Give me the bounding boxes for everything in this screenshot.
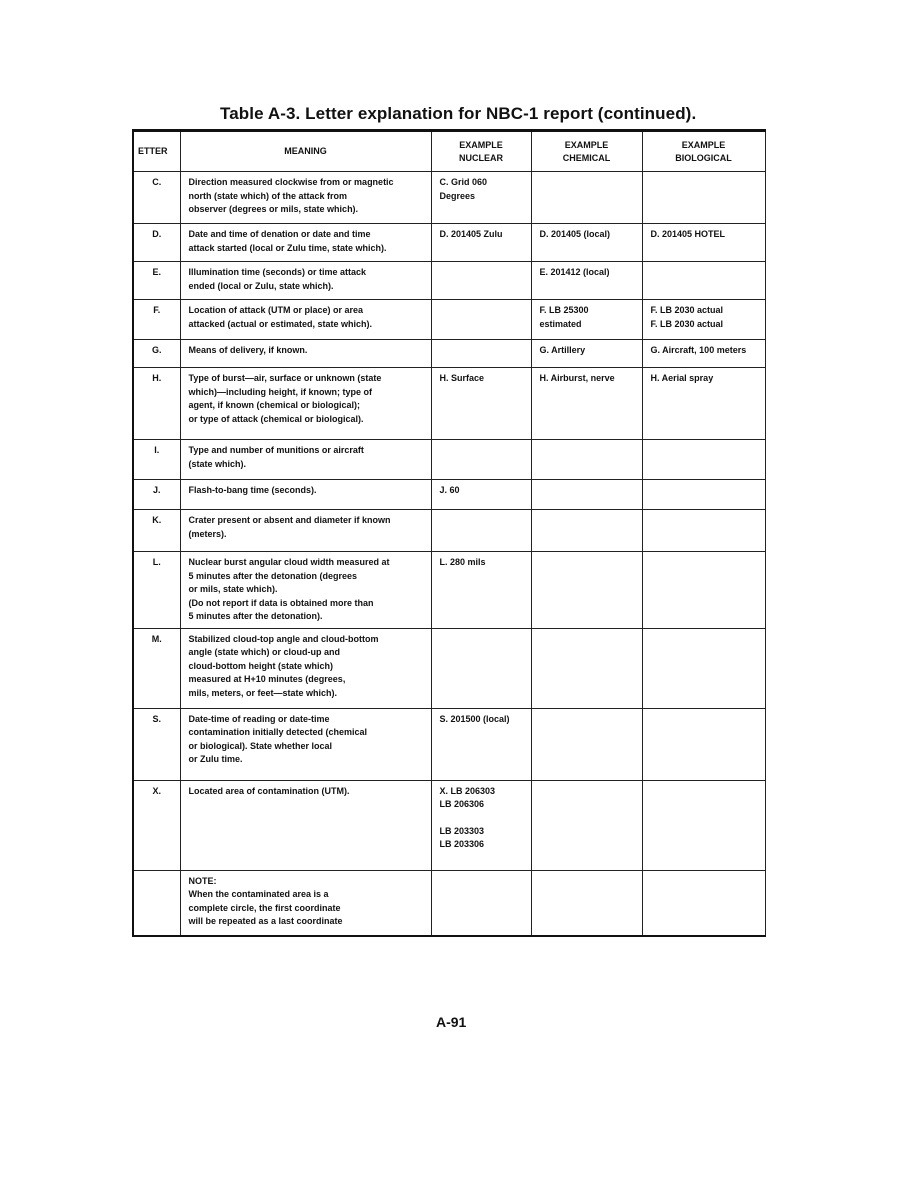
meaning-line: or Zulu time. bbox=[188, 754, 243, 764]
cell-nuclear bbox=[431, 628, 531, 708]
cell-nuclear bbox=[431, 780, 531, 870]
meaning-line: observer (degrees or mils, state which). bbox=[188, 204, 359, 214]
nuclear-line: J. 60 bbox=[439, 485, 460, 495]
row-letter: S. bbox=[133, 708, 180, 780]
cell-nuclear bbox=[431, 262, 531, 300]
table-row bbox=[133, 262, 765, 300]
row-letter: M. bbox=[133, 628, 180, 708]
nuclear-line: LB 203303 bbox=[439, 825, 485, 836]
row-letter: C. bbox=[133, 172, 180, 224]
cell-meaning bbox=[180, 300, 431, 340]
cell-biological bbox=[642, 262, 765, 300]
cell-nuclear bbox=[431, 340, 531, 368]
meaning-line: (state which). bbox=[188, 458, 247, 469]
meaning-line: (meters). bbox=[188, 528, 227, 539]
table-row bbox=[133, 628, 765, 708]
chemical-line: D. 201405 (local) bbox=[539, 229, 611, 239]
biological-line: D. 201405 HOTEL bbox=[650, 229, 726, 239]
biological-line: F. LB 2030 actual bbox=[650, 305, 724, 315]
row-letter: E. bbox=[133, 262, 180, 300]
table-row bbox=[133, 870, 765, 936]
cell-biological bbox=[642, 510, 765, 552]
meaning-line: 5 minutes after the detonation (degrees bbox=[188, 570, 358, 581]
nuclear-line: C. Grid 060 bbox=[439, 177, 488, 187]
chemical-line: G. Artillery bbox=[539, 345, 586, 355]
row-letter: L. bbox=[133, 552, 180, 629]
cell-meaning bbox=[180, 224, 431, 262]
header-line: EXAMPLE bbox=[681, 139, 726, 150]
cell-chemical bbox=[531, 340, 642, 368]
table-row bbox=[133, 510, 765, 552]
table-row bbox=[133, 224, 765, 262]
chemical-line: E. 201412 (local) bbox=[539, 267, 610, 277]
table-row bbox=[133, 780, 765, 870]
cell-biological bbox=[642, 552, 765, 629]
cell-nuclear bbox=[431, 440, 531, 480]
table-row bbox=[133, 172, 765, 224]
page-number: A-91 bbox=[436, 1014, 467, 1030]
cell-biological bbox=[642, 340, 765, 368]
cell-nuclear bbox=[431, 300, 531, 340]
nuclear-line: LB 203306 bbox=[439, 839, 485, 849]
meaning-line: agent, if known (chemical or biological); bbox=[188, 400, 361, 410]
table-body bbox=[133, 172, 765, 937]
cell-chemical bbox=[531, 300, 642, 340]
nbc1-letter-table bbox=[132, 129, 766, 937]
row-letter: F. bbox=[133, 300, 180, 340]
row-letter: J. bbox=[133, 480, 180, 510]
cell-biological bbox=[642, 224, 765, 262]
meaning-line: (Do not report if data is obtained more than bbox=[188, 597, 374, 608]
cell-biological bbox=[642, 368, 765, 440]
cell-chemical bbox=[531, 870, 642, 936]
meaning-line: ended (local or Zulu, state which). bbox=[188, 280, 334, 291]
table-title: Table A-3. Letter explanation for NBC-1 report (continued). bbox=[220, 104, 697, 123]
row-letter: H. bbox=[133, 368, 180, 440]
meaning-line: Flash-to-bang time (seconds). bbox=[188, 485, 317, 495]
meaning-line: attack started (local or Zulu time, state which). bbox=[188, 242, 387, 253]
header-meaning: MEANING bbox=[180, 131, 431, 172]
cell-chemical bbox=[531, 440, 642, 480]
cell-nuclear bbox=[431, 224, 531, 262]
cell-chemical bbox=[531, 368, 642, 440]
meaning-line: Type of burst—air, surface or unknown (state bbox=[188, 373, 382, 383]
meaning-line: Type and number of munitions or aircraft bbox=[188, 445, 364, 455]
meaning-line: NOTE: bbox=[188, 875, 217, 886]
header-letter: ETTER bbox=[133, 131, 180, 172]
meaning-line: Stabilized cloud-top angle and cloud-bottom bbox=[188, 633, 379, 644]
meaning-line: Means of delivery, if known. bbox=[188, 345, 308, 355]
table-row bbox=[133, 440, 765, 480]
row-letter bbox=[133, 870, 180, 936]
header-line: EXAMPLE bbox=[459, 139, 503, 150]
cell-biological bbox=[642, 708, 765, 780]
nuclear-line bbox=[440, 812, 525, 825]
cell-chemical bbox=[531, 480, 642, 510]
header-biological bbox=[642, 131, 765, 172]
cell-biological bbox=[642, 172, 765, 224]
chemical-line: H. Airburst, nerve bbox=[539, 373, 615, 383]
cell-chemical bbox=[531, 510, 642, 552]
cell-biological bbox=[642, 870, 765, 936]
cell-nuclear bbox=[431, 480, 531, 510]
nuclear-line: X. LB 206303 bbox=[439, 785, 496, 796]
header-line: NUCLEAR bbox=[459, 152, 503, 163]
cell-meaning bbox=[180, 172, 431, 224]
table-row bbox=[133, 368, 765, 440]
header-nuclear bbox=[431, 131, 531, 172]
table-row bbox=[133, 300, 765, 340]
meaning-line: mils, meters, or feet—state which). bbox=[188, 687, 338, 698]
header-chemical bbox=[531, 131, 642, 172]
cell-biological bbox=[642, 780, 765, 870]
cell-nuclear bbox=[431, 708, 531, 780]
meaning-line: north (state which) of the attack from bbox=[188, 190, 348, 201]
cell-meaning bbox=[180, 708, 431, 780]
meaning-line: or biological). State whether local bbox=[188, 740, 333, 751]
meaning-line: will be repeated as a last coordinate bbox=[188, 916, 343, 926]
cell-chemical bbox=[531, 628, 642, 708]
meaning-line: which)—including height, if known; type of bbox=[188, 386, 372, 397]
chemical-line: F. LB 25300 bbox=[539, 305, 589, 315]
meaning-line: contamination initially detected (chemical bbox=[188, 727, 368, 737]
cell-nuclear bbox=[431, 368, 531, 440]
meaning-line: Location of attack (UTM or place) or area bbox=[188, 305, 364, 315]
meaning-line: or type of attack (chemical or biological). bbox=[188, 413, 364, 424]
header-line: BIOLOGICAL bbox=[675, 152, 732, 163]
biological-line: G. Aircraft, 100 meters bbox=[650, 345, 747, 355]
cell-chemical bbox=[531, 552, 642, 629]
table-row bbox=[133, 340, 765, 368]
nuclear-line: LB 206306 bbox=[439, 799, 485, 809]
nuclear-line: D. 201405 Zulu bbox=[439, 229, 503, 239]
cell-meaning bbox=[180, 262, 431, 300]
row-letter: X. bbox=[133, 780, 180, 870]
cell-chemical bbox=[531, 172, 642, 224]
cell-meaning bbox=[180, 368, 431, 440]
row-letter: K. bbox=[133, 510, 180, 552]
nuclear-line: S. 201500 (local) bbox=[439, 713, 510, 724]
cell-biological bbox=[642, 480, 765, 510]
meaning-line: cloud-bottom height (state which) bbox=[188, 660, 333, 671]
header-line: EXAMPLE bbox=[564, 139, 609, 150]
meaning-line: Nuclear burst angular cloud width measured at bbox=[188, 557, 390, 567]
table-row bbox=[133, 552, 765, 629]
cell-nuclear bbox=[431, 552, 531, 629]
cell-biological bbox=[642, 300, 765, 340]
row-letter: G. bbox=[133, 340, 180, 368]
table-header-row bbox=[133, 131, 765, 172]
row-letter: I. bbox=[133, 440, 180, 480]
meaning-line: attacked (actual or estimated, state which). bbox=[188, 318, 373, 329]
cell-biological bbox=[642, 628, 765, 708]
meaning-line: Date and time of denation or date and time bbox=[188, 229, 371, 239]
cell-nuclear bbox=[431, 870, 531, 936]
biological-line: H. Aerial spray bbox=[650, 373, 714, 383]
cell-meaning bbox=[180, 870, 431, 936]
meaning-line: angle (state which) or cloud-up and bbox=[188, 647, 341, 657]
row-letter: D. bbox=[133, 224, 180, 262]
cell-chemical bbox=[531, 708, 642, 780]
nuclear-line: Degrees bbox=[439, 190, 476, 201]
meaning-line: Direction measured clockwise from or magnetic bbox=[188, 177, 394, 187]
cell-chemical bbox=[531, 262, 642, 300]
cell-meaning bbox=[180, 440, 431, 480]
meaning-line: Illumination time (seconds) or time attack bbox=[188, 267, 367, 277]
header-line: CHEMICAL bbox=[562, 152, 611, 163]
cell-meaning bbox=[180, 780, 431, 870]
meaning-line: complete circle, the first coordinate bbox=[188, 902, 341, 913]
cell-biological bbox=[642, 440, 765, 480]
cell-chemical bbox=[531, 224, 642, 262]
cell-meaning bbox=[180, 510, 431, 552]
nuclear-line: H. Surface bbox=[439, 373, 485, 383]
meaning-line: measured at H+10 minutes (degrees, bbox=[188, 674, 346, 684]
cell-meaning bbox=[180, 552, 431, 629]
cell-meaning bbox=[180, 480, 431, 510]
cell-chemical bbox=[531, 780, 642, 870]
meaning-line: Crater present or absent and diameter if known bbox=[188, 515, 391, 525]
meaning-line: Located area of contamination (UTM). bbox=[188, 785, 350, 796]
chemical-line: estimated bbox=[539, 318, 582, 329]
cell-meaning bbox=[180, 340, 431, 368]
meaning-line: or mils, state which). bbox=[188, 584, 278, 594]
cell-meaning bbox=[180, 628, 431, 708]
cell-nuclear bbox=[431, 172, 531, 224]
meaning-line: Date-time of reading or date-time bbox=[188, 713, 330, 724]
meaning-line: When the contaminated area is a bbox=[188, 889, 329, 899]
table-row bbox=[133, 708, 765, 780]
nuclear-line: L. 280 mils bbox=[439, 557, 486, 567]
cell-nuclear bbox=[431, 510, 531, 552]
meaning-line: 5 minutes after the detonation). bbox=[188, 611, 323, 621]
table-row bbox=[133, 480, 765, 510]
biological-line: F. LB 2030 actual bbox=[650, 318, 724, 329]
